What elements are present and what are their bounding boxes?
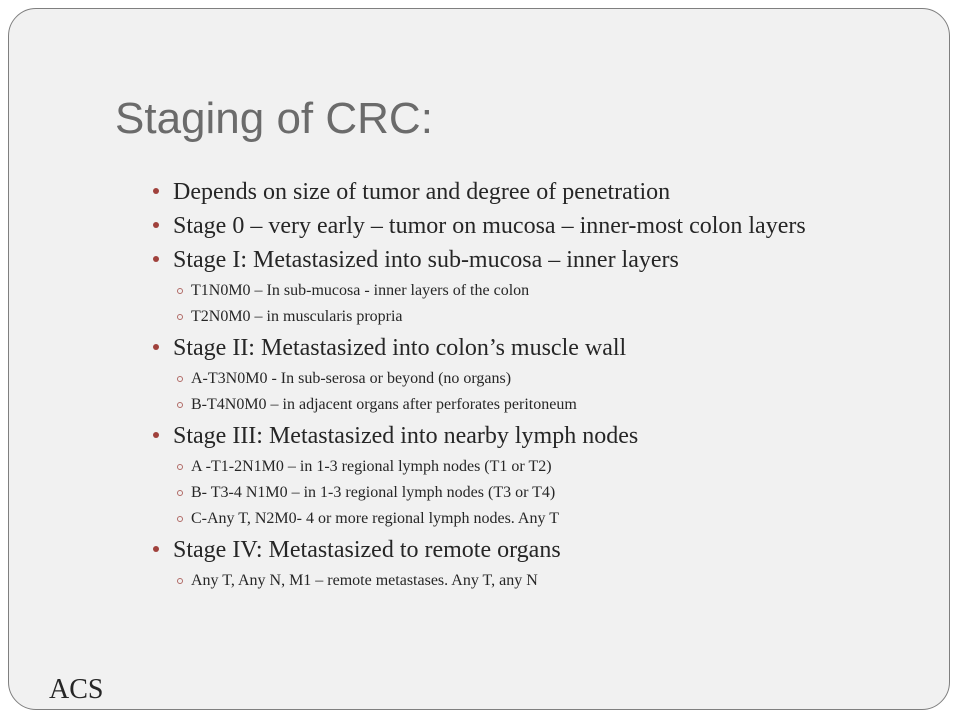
slide-content — [153, 179, 873, 591]
sub-bullet-text: B-T4N0M0 – in adjacent organs after perforates peritoneum — [191, 396, 577, 413]
sub-bullet-list — [173, 457, 873, 529]
sub-bullet-text: B- T3-4 N1M0 – in 1-3 regional lymph nodes (T3 or T4) — [191, 484, 556, 501]
sub-bullet-item — [153, 369, 873, 389]
sub-bullet-text: A -T1-2N1M0 – in 1-3 regional lymph nodes (T1 or T2) — [191, 458, 552, 475]
sub-bullet-item — [153, 571, 873, 591]
sub-bullet-list — [173, 571, 873, 591]
sub-bullet-item — [153, 395, 873, 415]
bullet-dot-icon — [153, 222, 159, 228]
bullet-dot-icon — [153, 188, 159, 194]
bullet-text: Stage III: Metastasized into nearby lymph nodes — [173, 423, 639, 449]
sub-bullet-list — [173, 281, 873, 327]
sub-bullet-item — [153, 483, 873, 503]
bullet-text: Depends on size of tumor and degree of penetration — [173, 179, 671, 205]
sub-bullet-list — [173, 369, 873, 415]
slide-title: Staging of CRC: — [115, 94, 433, 143]
bullet-list — [153, 179, 873, 591]
sub-bullet-ring-icon — [177, 516, 183, 522]
sub-bullet-item — [153, 281, 873, 301]
sub-bullet-text: C-Any T, N2M0- 4 or more regional lymph nodes. Any T — [191, 510, 559, 527]
bullet-item — [153, 247, 873, 327]
bullet-dot-icon — [153, 546, 159, 552]
footer-label: ACS — [49, 674, 104, 705]
bullet-item — [153, 335, 873, 415]
bullet-text: Stage I: Metastasized into sub-mucosa – inner layers — [173, 247, 679, 273]
sub-bullet-ring-icon — [177, 578, 183, 584]
bullet-item — [153, 537, 873, 591]
sub-bullet-ring-icon — [177, 288, 183, 294]
sub-bullet-text: A-T3N0M0 - In sub-serosa or beyond (no organs) — [191, 370, 512, 387]
bullet-dot-icon — [153, 256, 159, 262]
sub-bullet-text: T1N0M0 – In sub-mucosa - inner layers of the colon — [191, 282, 530, 299]
bullet-dot-icon — [153, 432, 159, 438]
sub-bullet-item — [153, 509, 873, 529]
bullet-text: Stage 0 – very early – tumor on mucosa – inner-most colon layers — [173, 213, 806, 239]
bullet-dot-icon — [153, 344, 159, 350]
sub-bullet-text: T2N0M0 – in muscularis propria — [191, 308, 403, 325]
sub-bullet-ring-icon — [177, 490, 183, 496]
sub-bullet-ring-icon — [177, 402, 183, 408]
sub-bullet-ring-icon — [177, 314, 183, 320]
sub-bullet-item — [153, 457, 873, 477]
sub-bullet-text: Any T, Any N, M1 – remote metastases. Any T, any N — [191, 572, 538, 589]
sub-bullet-item — [153, 307, 873, 327]
sub-bullet-ring-icon — [177, 464, 183, 470]
bullet-item — [153, 179, 873, 205]
bullet-item — [153, 423, 873, 529]
bullet-text: Stage IV: Metastasized to remote organs — [173, 537, 561, 563]
bullet-item — [153, 213, 873, 239]
sub-bullet-ring-icon — [177, 376, 183, 382]
bullet-text: Stage II: Metastasized into colon’s muscle wall — [173, 335, 627, 361]
slide — [8, 8, 950, 710]
